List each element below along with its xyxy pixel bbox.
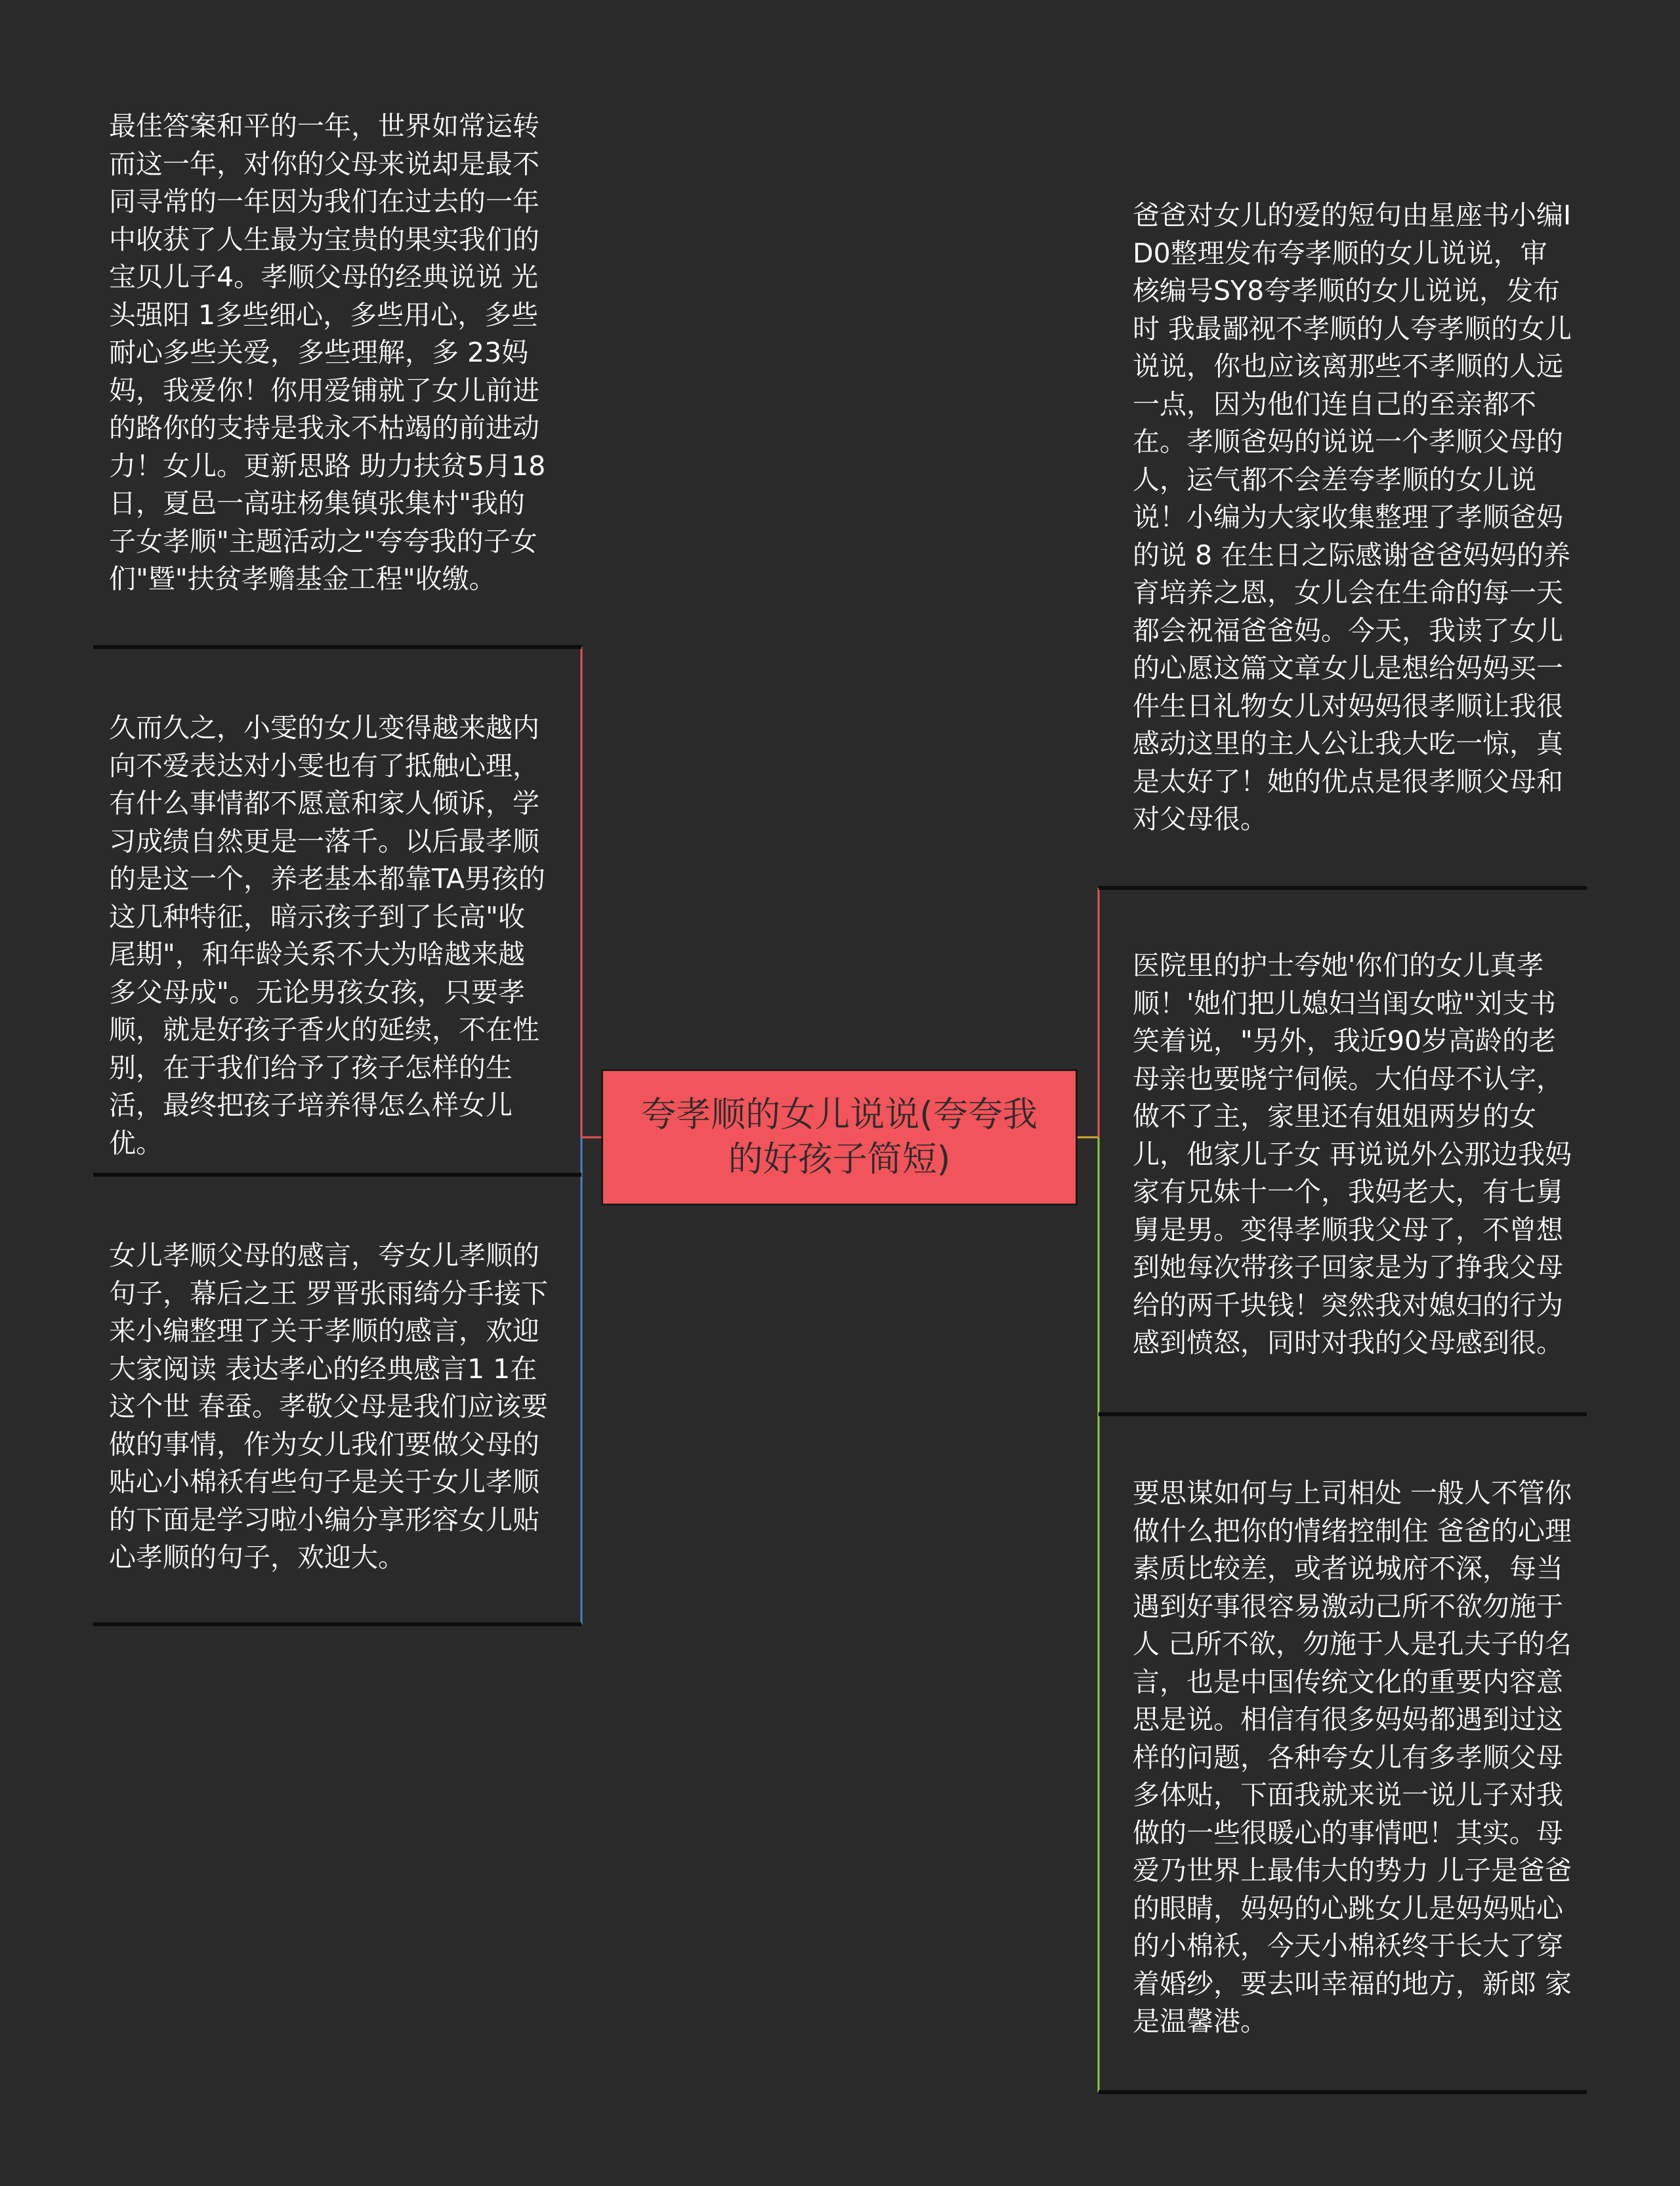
left-topic-3[interactable]: 女儿孝顺父母的感言，夸女儿孝顺的句子，幕后之王 罗晋张雨绮分手接下来小编整理了关于孝顺的感言，欢迎大家阅读 表达孝心的经典感言1 1在这个世 春蚕。孝敬父母是我们应该要做的事情，作为女儿我们要做父母的贴心小棉袄有些句子是关于女儿孝顺的下面是学习啦小编分享形容女儿贴心孝顺的句子，欢迎大。 <box>109 1240 549 1573</box>
root-topic-title: 夸孝顺的女儿说说(夸夸我的好孩子简短) <box>641 1095 1038 1179</box>
left-topic-2-underline <box>93 1173 581 1177</box>
left-topic-1[interactable]: 最佳答案和平的一年，世界如常运转而这一年，对你的父母来说却是最不同寻常的一年因为我们在过去的一年中收获了人生最为宝贵的果实我们的宝贝儿子4。孝顺父母的经典说说 光头强阳 1多些细心，多些用心，多些耐心多些关爱，多些理解，多 23妈妈，我爱你！你用爱铺就了女儿前进的路你的支持是我永不枯竭的前进动力！女儿。更新思路 助力扶贫5月18日，夏邑一高驻杨集镇张集村"我的子女孝顺"主题活动之"夸夸我的子女们"暨"扶贫孝赡基金工程"收缴。 <box>109 110 546 595</box>
right-topic-1-underline <box>1099 886 1587 890</box>
root-topic[interactable] <box>601 1069 1078 1206</box>
right-topic-3[interactable]: 要思谋如何与上司相处 一般人不管你做什么把你的情绪控制住 爸爸的心理素质比较差，或者说城府不深，每当遇到好事很容易激动己所不欲勿施于人 己所不欲，勿施于人是孔夫子的名言，也是中国传统文化的重要内容意思是说。相信有很多妈妈都遇到过这样的问题，各种夸女儿有多孝顺父母多体贴，下面我就来说一说儿子对我做的一些很暖心的事情吧！其实。母爱乃世界上最伟大的势力 儿子是爸爸的眼睛，妈妈的心跳女儿是妈妈贴心的小棉袄，今天小棉袄终于长大了穿着婚纱，要去叫幸福的地方，新郎 家是温馨港。 <box>1133 1477 1572 2037</box>
left-topic-1-underline <box>93 645 581 649</box>
right-topic-2-underline <box>1099 1412 1587 1416</box>
right-topic-1[interactable]: 爸爸对女儿的爱的短句由星座书小编ID0整理发布夸孝顺的女儿说说，审核编号SY8夸孝顺的女儿说说，发布时 我最鄙视不孝顺的人夸孝顺的女儿说说，你也应该离那些不孝顺的人远一点，因为他们连自己的至亲都不在。孝顺爸妈的说说一个孝顺父母的人，运气都不会差夸孝顺的女儿说说！小编为大家收集整理了孝顺爸妈的说 8 在生日之际感谢爸爸妈妈的养育培养之恩，女儿会在生命的每一天都会祝福爸爸妈。今天，我读了女儿的心愿这篇文章女儿是想给妈妈买一件生日礼物女儿对妈妈很孝顺让我很感动这里的主人公让我大吃一惊，真是太好了！她的优点是很孝顺父母和对父母很。 <box>1133 200 1572 835</box>
left-topic-2[interactable]: 久而久之，小雯的女儿变得越来越内向不爱表达对小雯也有了抵触心理，有什么事情都不愿意和家人倾诉，学习成绩自然更是一落千。以后最孝顺的是这一个，养老基本都靠TA男孩的这几种特征，暗示孩子到了长高"收尾期"，和年龄关系不大为啥越来越多父母成"。无论男孩女孩，只要孝顺，就是好孩子香火的延续，不在性别，在于我们给予了孩子怎样的生活，最终把孩子培养得怎么样女儿优。 <box>109 712 545 1159</box>
left-topic-3-underline <box>93 1622 581 1626</box>
right-topic-2[interactable]: 医院里的护士夸她'你们的女儿真孝顺！'她们把儿媳妇当闺女啦"刘支书笑着说，"另外，我近90岁高龄的老母亲也要晓宁伺候。大伯母不认字，做不了主，家里还有姐姐两岁的女儿，他家儿子女 再说说外公那边我妈家有兄妹十一个，我妈老大，有七舅舅是男。变得孝顺我父母了，不曾想到她每次带孩子回家是为了挣我父母给的两千块钱！突然我对媳妇的行为感到愤怒，同时对我的父母感到很。 <box>1133 950 1572 1358</box>
right-topic-3-underline <box>1099 2090 1587 2094</box>
